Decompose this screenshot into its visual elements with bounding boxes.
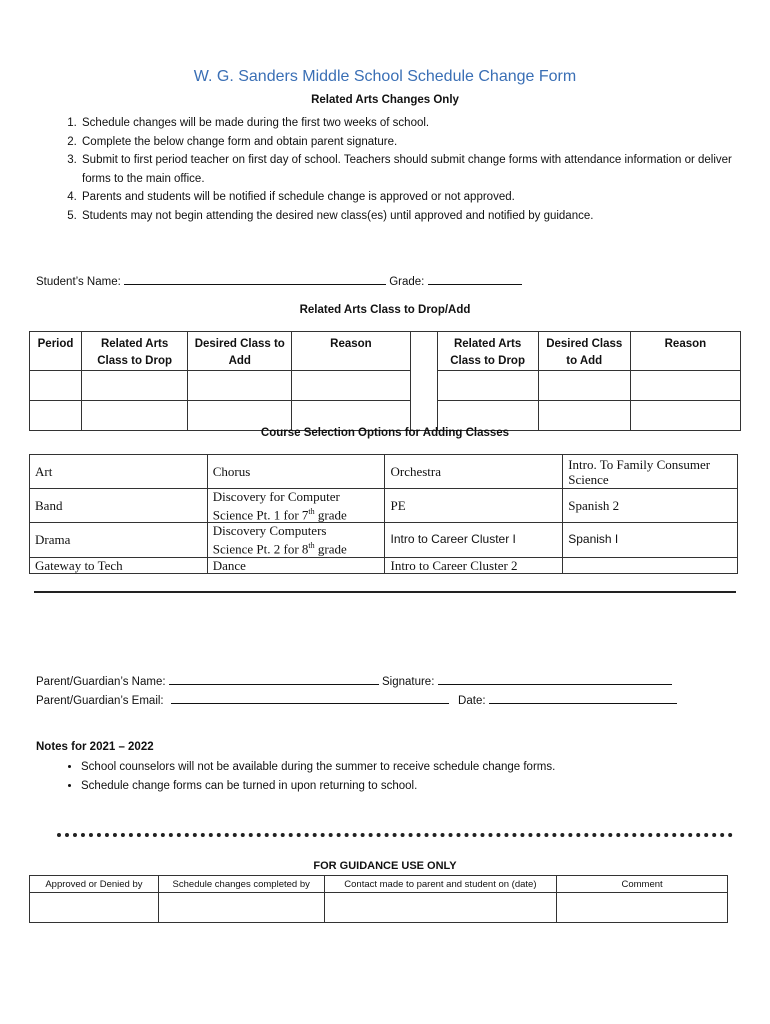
option-line: grade	[314, 507, 347, 523]
reason-cell[interactable]	[292, 401, 410, 431]
date-label: Date:	[458, 695, 486, 707]
drop-cell[interactable]	[82, 401, 188, 431]
note-item: • School counselors will not be available during the summer to receive schedule change forms.	[81, 758, 741, 777]
section-divider	[34, 591, 736, 593]
course-options-table	[29, 454, 738, 574]
course-options-heading: Course Selection Options for Adding Classes	[260, 427, 510, 439]
table-row	[30, 455, 738, 489]
option-cell: Intro. To Family Consumer Science	[563, 455, 738, 489]
form-title: W. G. Sanders Middle School Schedule Change Form	[193, 68, 577, 85]
signature-label: Signature:	[381, 676, 435, 688]
drop-add-heading: Related Arts Class to Drop/Add	[299, 304, 471, 316]
option-cell	[207, 489, 385, 523]
option-cell: Intro to Career Cluster 2	[385, 557, 563, 573]
comment-cell[interactable]	[557, 893, 728, 923]
header-class-to-drop: Related Arts Class to Drop	[82, 332, 188, 371]
option-line: Science Pt. 1 for 7	[212, 507, 309, 523]
table-row	[30, 893, 728, 923]
header-comment: Comment	[557, 876, 728, 893]
option-cell: PE	[385, 489, 563, 523]
period-cell[interactable]	[30, 371, 82, 401]
option-line: Discovery Computers	[212, 523, 327, 539]
option-cell: Drama	[30, 523, 208, 557]
header-period: Period	[30, 332, 82, 371]
add-cell[interactable]	[188, 401, 292, 431]
parent-name-line	[36, 673, 736, 688]
option-cell: Spanish I	[563, 523, 738, 557]
completed-by-cell[interactable]	[158, 893, 324, 923]
signature-field[interactable]	[438, 673, 672, 685]
drop-cell[interactable]	[82, 371, 188, 401]
grade-field[interactable]	[428, 273, 522, 285]
table-row	[30, 401, 741, 431]
reason-cell[interactable]	[292, 371, 410, 401]
note-item: • Schedule change forms can be turned in upon returning to school.	[81, 777, 741, 796]
option-cell: Orchestra	[385, 455, 563, 489]
header-reason-2: Reason	[630, 332, 740, 371]
header-completed-by: Schedule changes completed by	[158, 876, 324, 893]
instruction-item: 4. Parents and students will be notified if schedule change is approved or not approved.	[80, 188, 740, 207]
student-name-field[interactable]	[124, 273, 386, 285]
approved-by-cell[interactable]	[30, 893, 159, 923]
form-subtitle: Related Arts Changes Only	[311, 94, 459, 106]
reason-cell-2[interactable]	[630, 401, 740, 431]
guidance-heading: FOR GUIDANCE USE ONLY	[313, 860, 457, 872]
parent-name-field[interactable]	[169, 673, 379, 685]
drop-add-header-row	[30, 332, 741, 371]
header-class-to-drop-2: Related Arts Class to Drop	[437, 332, 538, 371]
instruction-item: 2. Complete the below change form and obtain parent signature.	[80, 133, 740, 152]
notes-heading: Notes for 2021 – 2022	[36, 741, 154, 753]
parent-email-line	[36, 692, 736, 707]
reason-cell-2[interactable]	[630, 371, 740, 401]
option-cell: Intro to Career Cluster I	[385, 523, 563, 557]
table-gap	[410, 332, 437, 431]
option-line: Discovery for Computer	[212, 489, 340, 504]
option-cell: Chorus	[207, 455, 385, 489]
ordinal-suffix: th	[308, 507, 315, 516]
parent-email-label: Parent/Guardian’s Email:	[36, 695, 164, 707]
instruction-item: 5. Students may not begin attending the desired new class(es) until approved and notified by guidance.	[80, 207, 740, 226]
parent-email-field[interactable]	[171, 692, 449, 704]
option-cell	[207, 523, 385, 557]
table-row	[30, 557, 738, 573]
period-cell[interactable]	[30, 401, 82, 431]
guidance-table	[29, 875, 728, 923]
notes-list	[46, 758, 741, 796]
add-cell[interactable]	[188, 371, 292, 401]
option-cell: Spanish 2	[563, 489, 738, 523]
option-cell: Dance	[207, 557, 385, 573]
option-cell	[563, 557, 738, 573]
drop-cell-2[interactable]	[437, 401, 538, 431]
header-contact-date: Contact made to parent and student on (date)	[324, 876, 557, 893]
option-cell: Band	[30, 489, 208, 523]
instructions-list	[46, 114, 740, 225]
instruction-item: 3. Submit to first period teacher on first day of school. Teachers should submit change forms with attendance information or deliver forms to the main office.	[80, 151, 740, 188]
option-cell: Gateway to Tech	[30, 557, 208, 573]
option-cell: Art	[30, 455, 208, 489]
header-desired-class: Desired Class to Add	[188, 332, 292, 371]
table-row	[30, 489, 738, 523]
drop-add-table	[29, 331, 741, 431]
instruction-item: 1. Schedule changes will be made during the first two weeks of school.	[80, 114, 740, 133]
add-cell-2[interactable]	[538, 371, 630, 401]
option-line: Science Pt. 2 for 8	[212, 541, 309, 557]
dashed-divider	[57, 833, 733, 837]
add-cell-2[interactable]	[538, 401, 630, 431]
table-row	[30, 371, 741, 401]
header-desired-class-2: Desired Class to Add	[538, 332, 630, 371]
ordinal-suffix: th	[308, 541, 315, 551]
student-info-line	[36, 273, 736, 288]
guidance-header-row	[30, 876, 728, 893]
parent-name-label: Parent/Guardian’s Name:	[36, 676, 166, 688]
table-row	[30, 523, 738, 557]
contact-date-cell[interactable]	[324, 893, 557, 923]
drop-cell-2[interactable]	[437, 371, 538, 401]
student-name-label: Student’s Name:	[36, 276, 121, 288]
header-reason: Reason	[292, 332, 410, 371]
grade-label: Grade:	[389, 276, 425, 288]
date-field[interactable]	[489, 692, 677, 704]
header-approved-by: Approved or Denied by	[30, 876, 159, 893]
option-line: grade	[314, 541, 347, 557]
